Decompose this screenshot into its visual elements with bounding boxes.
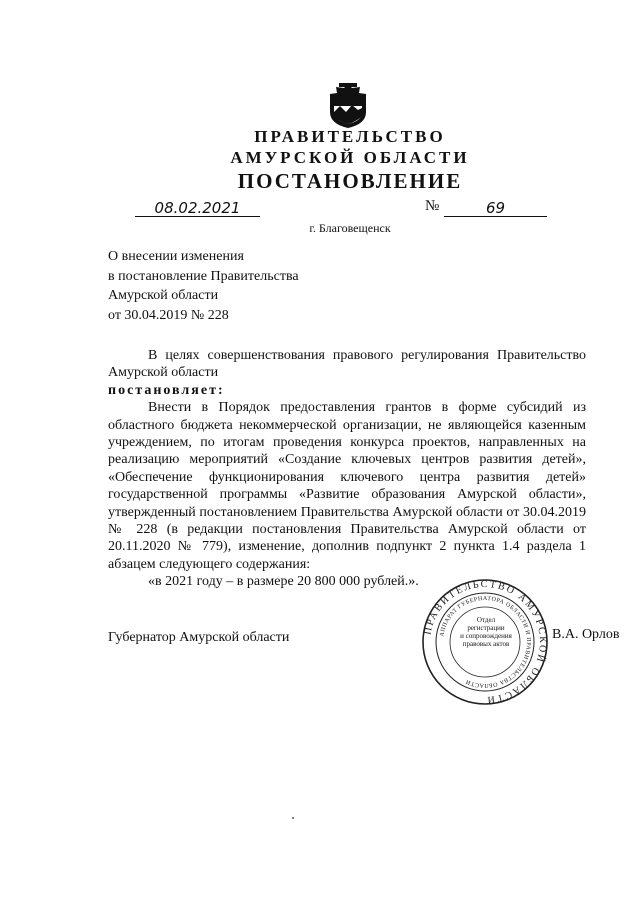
stamp-center-line: регистрации [467, 624, 505, 632]
stamp-center-line: Отдел [476, 616, 496, 624]
document-number: 69 [444, 200, 547, 217]
resolves-word: постановляет: [108, 382, 225, 398]
preamble: В целях совершенствования правового регулирования Правительство Амурской области [108, 348, 586, 381]
coat-of-arms-icon [326, 82, 370, 130]
subject-line: Амурской области [108, 288, 219, 303]
government-title-line1: ПРАВИТЕЛЬСТВО [254, 127, 446, 146]
document-body [108, 347, 586, 591]
stamp-outer-text: ПРАВИТЕЛЬСТВО АМУРСКОЙ ОБЛАСТИ [422, 578, 549, 706]
document-date: 08.02.2021 [135, 200, 260, 217]
document-subject [108, 247, 299, 325]
main-paragraph: Внести в Порядок предоставления грантов в форме субсидий из областного бюджета некоммерческой организации, не являющейся казенным учреждением, по итогам проведения конкурса проектов, направленных на реализацию мероприятий «Создание ключевых центров развития детей», «Обеспечение функционирования ключевого центра развития детей» государственной программы «Развитие образования Амурской области», утвержденный постановлением Правительства Амурской области от 30.04.2019 № 228 (в редакции постановления Правительства Амурской области от 20.11.2020 № 779), изменение, дополнив подпункт 2 пункта 1.4 раздела 1 абзацем следующего содержания: [108, 400, 586, 572]
subject-line: от 30.04.2019 № 228 [108, 307, 229, 323]
number-label: № [425, 198, 440, 214]
government-title-line2: АМУРСКОЙ ОБЛАСТИ [230, 148, 470, 167]
city-name: г. Благовещенск [309, 221, 391, 235]
subject-line: в постановление Правительства [108, 268, 299, 284]
quoted-addition: «в 2021 году – в размере 20 800 000 рублей.». [148, 574, 419, 590]
subject-line: О внесении изменения [108, 249, 244, 264]
stamp-center-line: правовых актов [462, 640, 510, 648]
signatory-name: В.А. Орлов [552, 627, 620, 642]
stamp-center-line: и сопровождения [460, 632, 512, 640]
page-mark [292, 817, 294, 819]
document-type-title: ПОСТАНОВЛЕНИЕ [237, 169, 463, 193]
stamp-center-text [452, 616, 520, 648]
signatory-position: Губернатор Амурской области [108, 630, 290, 645]
stamp-middle-text: АППАРАТ ГУБЕРНАТОРА ОБЛАСТИ И ПРАВИТЕЛЬСТВА ОБЛАСТИ [439, 595, 532, 689]
